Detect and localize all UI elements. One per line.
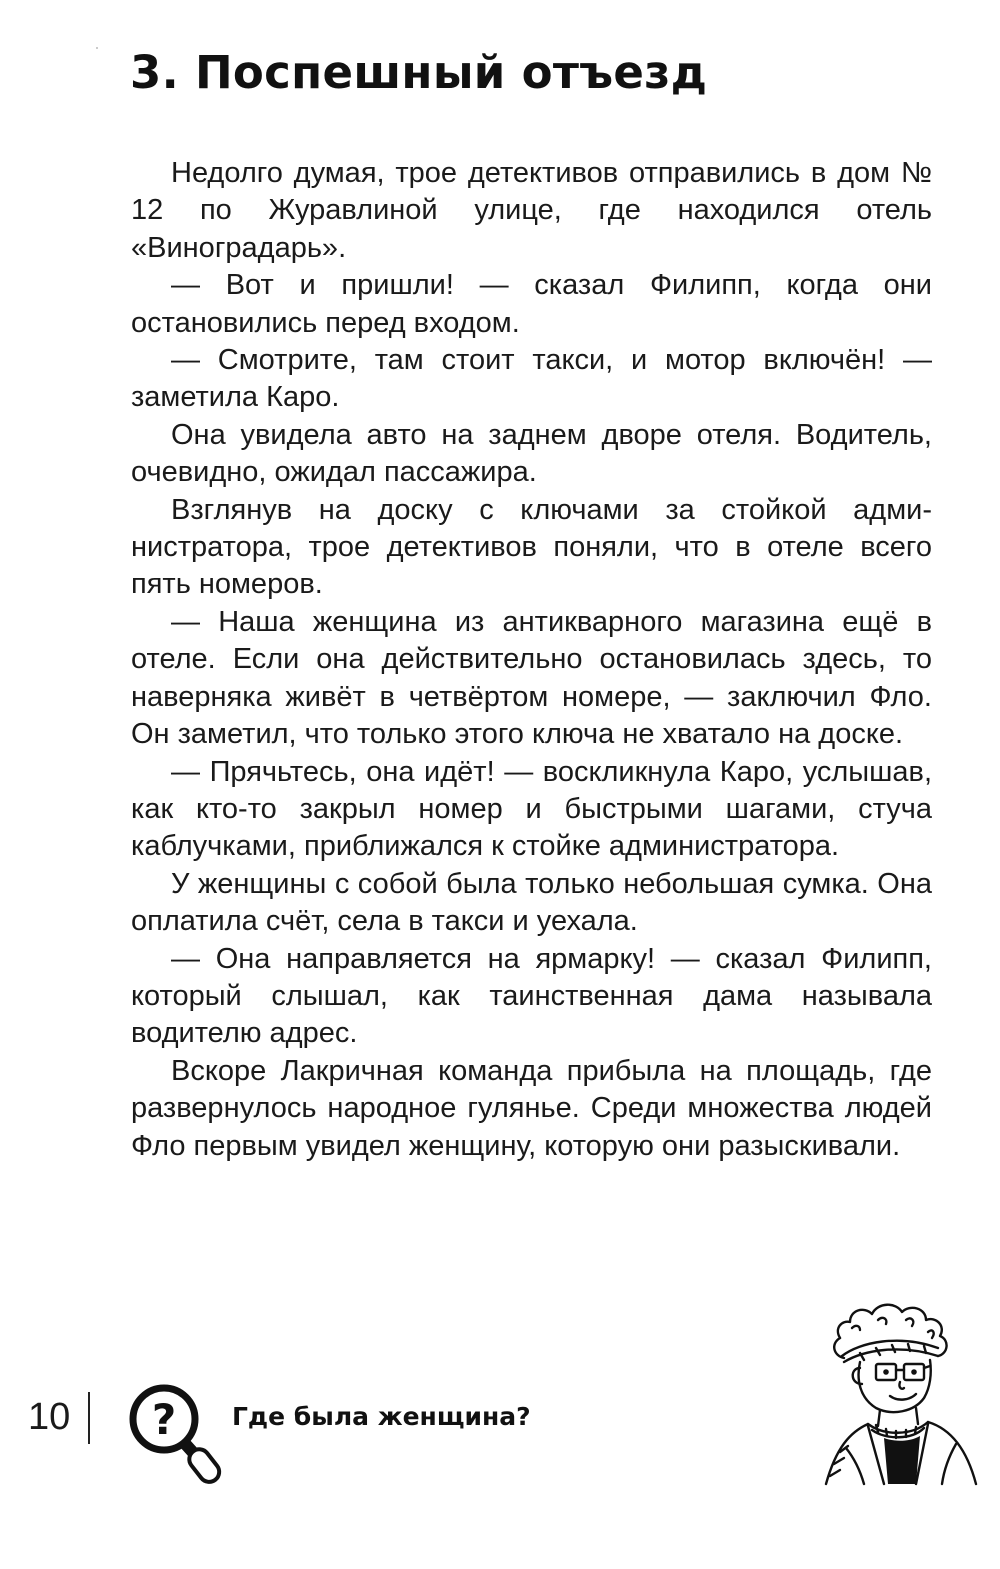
question-mark: ?	[151, 1395, 177, 1444]
question-text: Где была женщина?	[232, 1402, 531, 1431]
paragraph: — Прячьтесь, она идёт! — воскликнула Каро, услышав, как кто-то закрыл номер и быстрыми шагами, стуча каблучками, приближался к стойке администратора.	[131, 755, 932, 863]
paragraph: Вскоре Лакричная команда прибыла на площадь, где развернулось народное гулянье. Среди множества людей Фло первым увидел женщину, которую они разыскивали.	[131, 1054, 932, 1162]
paragraph: — Смотрите, там стоит такси, и мотор включён! — заметила Каро.	[131, 344, 932, 414]
magnifier-question-icon	[118, 1376, 228, 1486]
paragraph: — Вот и пришли! — сказал Филипп, когда они остановились перед входом.	[131, 269, 932, 339]
paragraph: — Она направляется на ярмарку! — сказал Филипп, который слышал, как таинственная дама называла водителю адрес.	[131, 942, 932, 1050]
chapter-body	[131, 155, 932, 1165]
chapter-title: 3. Поспешный отъезд	[130, 46, 708, 99]
page-number-divider	[88, 1392, 90, 1444]
paragraph: Она увидела авто на заднем дворе отеля. Водитель, очевидно, ожидал пассажира.	[131, 418, 932, 489]
paragraph: Недолго думая, трое детективов отправились в дом № 12 по Журавлиной улице, где находился отель «Виноградарь».	[131, 157, 932, 264]
paragraph: — Наша женщина из антикварного магазина ещё в отеле. Если она действительно остановилась здесь, то наверняка живёт в четвёртом номере, — заключил Фло. Он заметил, что только этого ключа не хватало на доске.	[131, 605, 932, 751]
detective-boy-illustration	[820, 1298, 1000, 1488]
paragraph: У женщины с собой была только небольшая сумка. Она оплатила счёт, села в такси и уехала.	[131, 867, 932, 938]
page-number: 10	[28, 1396, 71, 1438]
paragraph: Взглянув на доску с ключами за стойкой администратора, трое детективов поняли, что в отеле всего пять номеров.	[131, 493, 932, 601]
scan-speck	[96, 47, 98, 49]
